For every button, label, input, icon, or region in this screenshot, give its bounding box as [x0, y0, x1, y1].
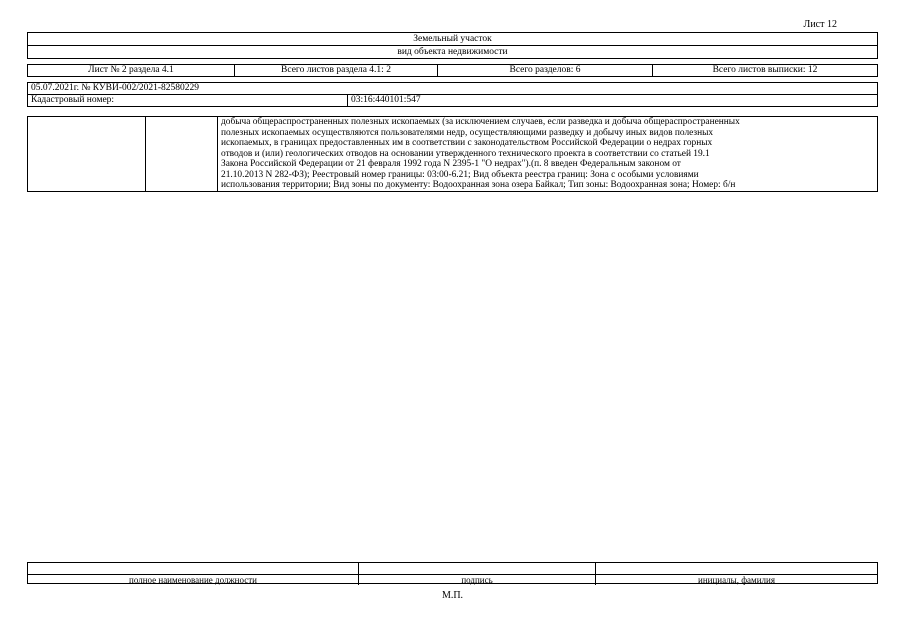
content-text	[218, 117, 877, 191]
content-row	[27, 116, 878, 192]
section-sheet-cell: Лист № 2 раздела 4.1	[28, 65, 235, 76]
text-line: Закона Российской Федерации от 21 февраля 1992 года N 2395-1 "О недрах").(п. 8 введен Федеральным законом от	[221, 159, 681, 169]
sign-caption: подпись	[359, 575, 596, 585]
document-reference: 05.07.2021г. № КУВИ-002/2021-82580229	[27, 82, 878, 95]
text-line: использования территории; Вид зоны по документу: Водоохранная зона озера Байкал; Тип зоны: Водоохранная зона; Номер: б/н	[221, 180, 736, 190]
stamp-place: М.П.	[441, 590, 464, 601]
document-title: Земельный участок	[27, 32, 878, 46]
cadastral-row	[27, 94, 878, 107]
empty-cell-1	[28, 117, 146, 191]
object-kind: вид объекта недвижимости	[27, 45, 878, 59]
name-caption: инициалы, фамилия	[698, 575, 775, 585]
text-line: полезных ископаемых осуществляются пользователями недр, осуществляющими разведку и добычу иных видов полезных	[221, 127, 714, 138]
section-total-cell: Всего листов раздела 4.1: 2	[235, 65, 438, 76]
signature-table	[27, 562, 878, 584]
position-blank	[28, 563, 359, 574]
sign-blank	[359, 563, 596, 574]
sheets-info-row	[27, 64, 878, 77]
extract-total-cell: Всего листов выписки: 12	[712, 65, 818, 75]
text-line: ископаемых, в границах предоставленных им в соответствии с законодательством Российской Федерации о недрах горных	[221, 138, 713, 148]
cadastral-value: 03:16:440101:547	[351, 95, 421, 105]
name-blank	[596, 563, 877, 574]
cadastral-label: Кадастровый номер:	[28, 95, 348, 106]
text-line: 21.10.2013 N 282-ФЗ); Реестровый номер границы: 03:00-6.21; Вид объекта реестра границ: Зона с особыми условиями	[221, 169, 699, 180]
text-line: отводов и (или) геологических отводов на основании утвержденного технического проекта в соответствии со статьей 19.1	[221, 148, 710, 159]
position-caption: полное наименование должности	[28, 575, 359, 585]
sheet-number: Лист 12	[803, 19, 837, 30]
text-line: добыча общераспространенных полезных ископаемых (за исключением случаев, если разведка и добыча общераспространенных	[221, 117, 740, 127]
empty-cell-2	[146, 117, 218, 191]
sections-total-cell: Всего разделов: 6	[438, 65, 653, 76]
